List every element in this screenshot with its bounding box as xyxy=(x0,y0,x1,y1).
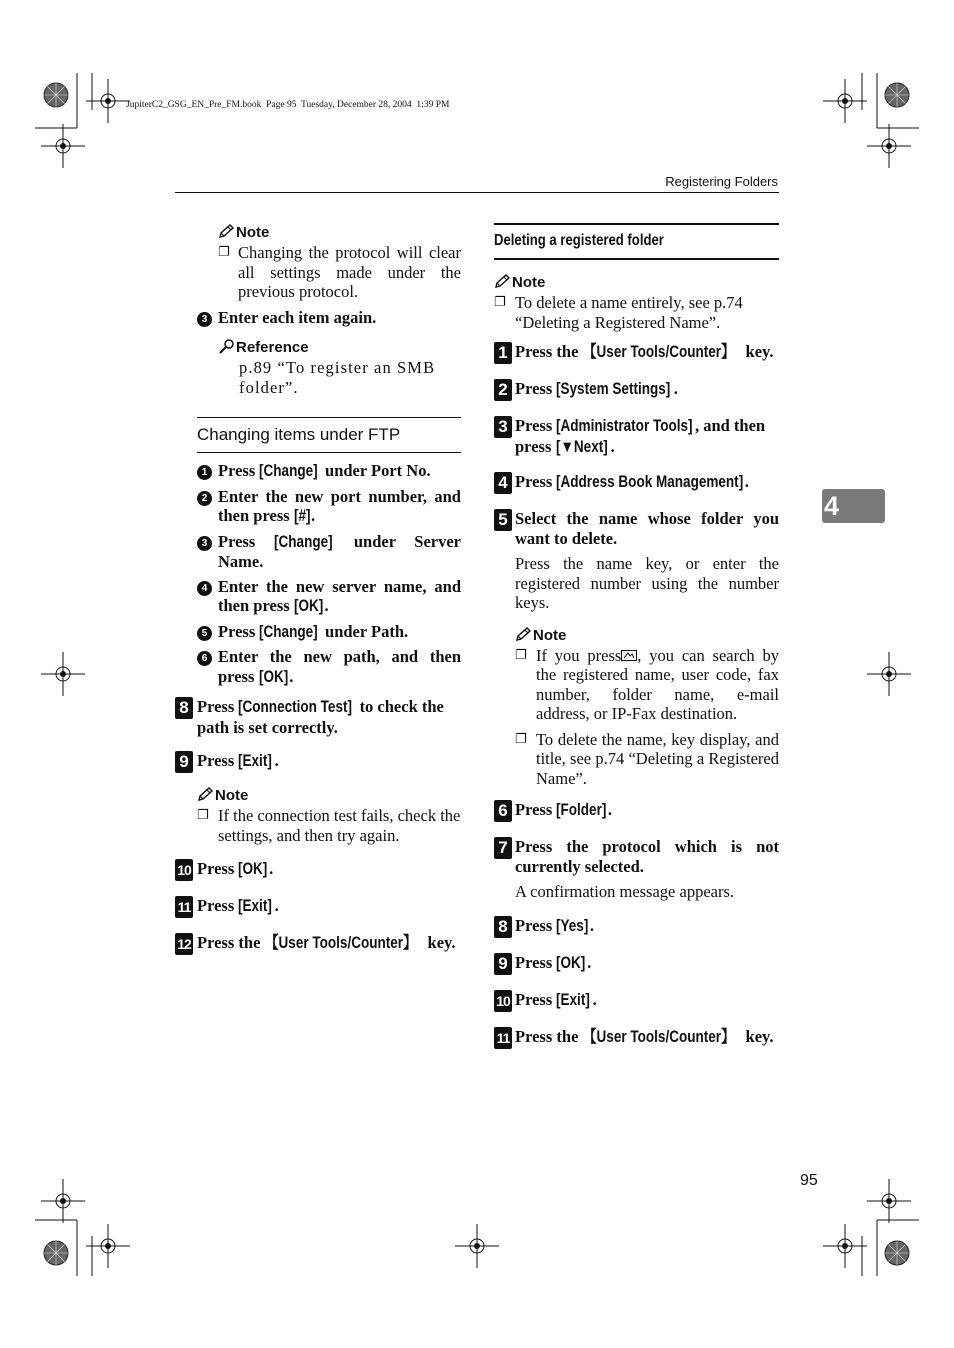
step-item: 7 Press the protocol which is not currently selected. xyxy=(494,837,779,876)
checkbox-bullet-icon: ❐ xyxy=(494,295,506,310)
key-label: [OK] xyxy=(258,667,288,686)
step-number-circle: 3 xyxy=(197,536,212,551)
step-number: 3 xyxy=(494,416,512,438)
step-body: Press the name key, or enter the registered number using the number keys. xyxy=(515,554,779,612)
step-number: 1 xyxy=(494,342,512,364)
step-item: 10 Press [OK]. xyxy=(175,859,461,881)
file-info: JupiterC2_GSG_EN_Pre_FM.book Page 95 Tuesday, December 28, 2004 1:39 PM xyxy=(126,100,450,110)
key-label: [System Settings] xyxy=(556,380,671,398)
section-divider-bottom xyxy=(197,452,461,453)
note-block xyxy=(218,224,461,302)
substep-text: Enter each item again. xyxy=(218,307,377,327)
ftp-step: 1 Press [Change] under Port No. xyxy=(197,461,461,482)
step-number: 8 xyxy=(494,916,512,938)
step-item: 8 Press [Yes]. xyxy=(494,916,779,938)
step-number-circle: 6 xyxy=(197,651,212,666)
step-number: 7 xyxy=(494,837,512,859)
key-label: [Yes] xyxy=(556,916,589,935)
note-text: To delete the name, key display, and title, see p.74 “Deleting a Registered Name”. xyxy=(536,729,779,788)
key-label: [Connection Test] xyxy=(238,698,353,716)
key-label: [Exit] xyxy=(556,990,591,1009)
step-item: 11 Press [Exit] . xyxy=(175,896,461,918)
ftp-step: 3 Press [Change] under Server Name. xyxy=(197,532,461,572)
step-item: 11 Press the 【User Tools/Counter】 key. xyxy=(494,1027,779,1049)
step-number-circle: 1 xyxy=(197,465,212,480)
checkbox-bullet-icon: ❐ xyxy=(218,245,230,260)
step-number: 8 xyxy=(175,697,193,719)
key-label: [OK] xyxy=(293,597,324,615)
step-number: 10 xyxy=(175,859,193,881)
key-label: [Exit] xyxy=(238,897,273,915)
key-label: [▼Next] xyxy=(555,437,608,456)
key-label: 【User Tools/Counter】 xyxy=(582,343,735,361)
note-item xyxy=(515,730,779,789)
chapter-tab xyxy=(822,489,885,523)
key-label: [Change] xyxy=(259,462,319,480)
reference-block xyxy=(218,339,461,397)
ftp-step: 6 Enter the new path, and then press [OK]. xyxy=(197,647,461,687)
step-number: 10 xyxy=(494,990,512,1012)
note-text: Changing the protocol will clear all settings made under the previous protocol. xyxy=(238,243,461,301)
step-number: 12 xyxy=(175,933,193,955)
ftp-step: 5 Press [Change] under Path. xyxy=(197,622,461,643)
step-number-circle: 2 xyxy=(197,491,212,506)
key-label: [Exit] xyxy=(238,752,273,770)
note-heading: Note xyxy=(494,274,779,291)
search-key-icon xyxy=(621,650,637,661)
page-number: 95 xyxy=(800,1172,818,1189)
key-label: [OK] xyxy=(556,953,586,972)
chapter-number: 4 xyxy=(824,491,840,521)
note-text: If the connection test fails, check the settings, and then try again. xyxy=(218,806,461,845)
step-item: 6 Press [Folder]. xyxy=(494,800,779,822)
note-text: If you press , you can search by the registered name, user code, fax number, folder name, e-mail address, or IP-Fax destination. xyxy=(536,645,779,723)
checkbox-bullet-icon: ❐ xyxy=(197,808,209,823)
left-column xyxy=(175,224,461,955)
note-heading: Note xyxy=(218,224,461,241)
key-label: [#] xyxy=(293,507,311,525)
note-block xyxy=(494,274,779,332)
step-number: 9 xyxy=(494,953,512,975)
note-block xyxy=(515,627,779,789)
step-item: 10 Press [Exit] . xyxy=(494,990,779,1012)
note-heading: Note xyxy=(197,787,461,804)
note-item xyxy=(197,806,461,845)
key-label: [OK] xyxy=(238,860,268,878)
magnifier-icon xyxy=(218,339,236,354)
note-item xyxy=(218,243,461,302)
note-heading: Note xyxy=(515,627,779,644)
step-number: 11 xyxy=(494,1027,512,1049)
key-label: 【User Tools/Counter】 xyxy=(264,934,417,952)
header-rule xyxy=(175,192,779,193)
key-label: [Address Book Management] xyxy=(556,473,744,491)
step-body: A confirmation message appears. xyxy=(515,882,735,901)
step-item: 12 Press the 【User Tools/Counter】 key. xyxy=(175,933,461,955)
section-title-delete: Deleting a registered folder xyxy=(494,232,664,249)
step-item: 8 Press [Connection Test] to check the path is set correctly. xyxy=(175,697,461,737)
reference-text: p.89 “To register an SMB folder”. xyxy=(239,358,436,397)
step-item: 9 Press [OK]. xyxy=(494,953,779,975)
reference-heading: Reference xyxy=(218,339,461,356)
running-head: Registering Folders xyxy=(665,174,778,189)
checkbox-bullet-icon: ❐ xyxy=(515,731,527,747)
step-item: 3 Press [Administrator Tools] , and then press [▼Next] . xyxy=(494,416,779,457)
step-number-circle: 5 xyxy=(197,626,212,641)
note-item xyxy=(515,646,779,724)
checkbox-bullet-icon: ❐ xyxy=(515,647,527,663)
note-block xyxy=(197,787,461,845)
step-item: 4 Press [Address Book Management]. xyxy=(494,472,779,494)
step-number: 9 xyxy=(175,751,193,773)
ftp-step: 4 Enter the new server name, and then press [OK]. xyxy=(197,577,461,617)
ftp-steps xyxy=(197,461,461,687)
step-item: 1 Press the 【User Tools/Counter】 key. xyxy=(494,342,779,364)
section-divider-bottom xyxy=(494,258,779,260)
step-number-circle: 4 xyxy=(197,581,212,596)
right-column xyxy=(494,223,779,1049)
ftp-step: 2 Enter the new port number, and then press [#]. xyxy=(197,487,461,527)
pencil-icon xyxy=(515,627,533,642)
step-item: 2 Press [System Settings] . xyxy=(494,379,779,401)
step-number: 2 xyxy=(494,379,512,401)
step-number: 6 xyxy=(494,800,512,822)
step-item: 9 Press [Exit] . xyxy=(175,751,461,773)
key-label: [Folder] xyxy=(556,801,607,819)
pencil-icon xyxy=(218,224,236,239)
step-item: 5 Select the name whose folder you want to delete. xyxy=(494,509,779,548)
step-number-circle: 3 xyxy=(197,312,212,327)
key-label: [Change] xyxy=(259,622,319,641)
step-number: 5 xyxy=(494,509,512,531)
step-number: 4 xyxy=(494,472,512,494)
pencil-icon xyxy=(197,787,215,802)
key-label: [Administrator Tools] xyxy=(556,417,693,435)
note-text: To delete a name entirely, see p.74 “Deleting a Registered Name”. xyxy=(515,293,743,332)
substep xyxy=(197,308,461,328)
step-number: 11 xyxy=(175,896,193,918)
pencil-icon xyxy=(494,274,512,289)
key-label: 【User Tools/Counter】 xyxy=(582,1027,735,1046)
note-item xyxy=(494,293,779,332)
section-title-ftp: Changing items under FTP xyxy=(197,425,401,444)
key-label: [Change] xyxy=(273,532,333,551)
